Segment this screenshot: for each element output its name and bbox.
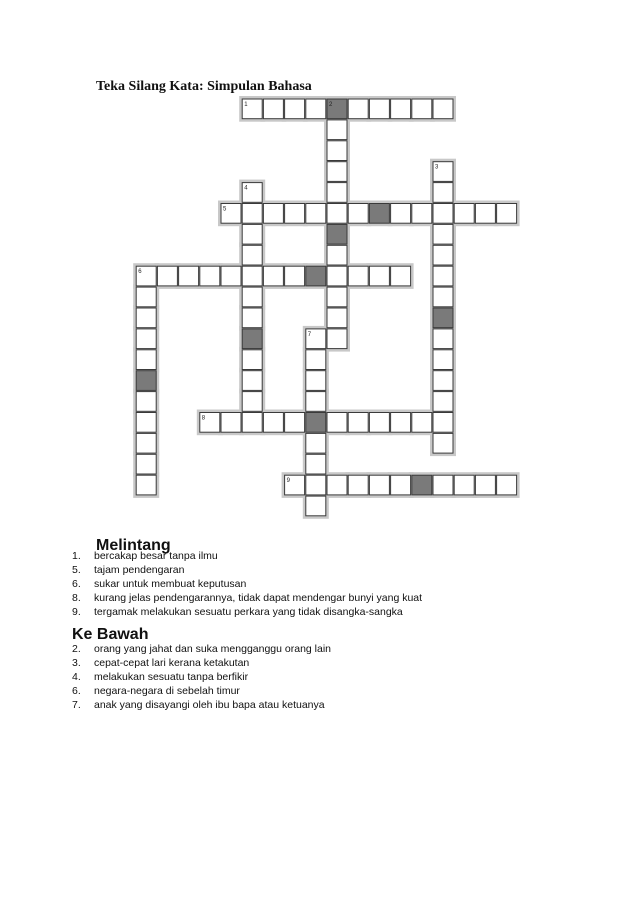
clue-text: negara-negara di sebelah timur bbox=[94, 684, 240, 697]
cell-number: 1 bbox=[244, 102, 248, 108]
clue-number: 8. bbox=[72, 591, 81, 604]
letter-cell[interactable] bbox=[242, 204, 262, 224]
letter-cell[interactable] bbox=[433, 392, 453, 412]
cell-number: 5 bbox=[223, 206, 227, 213]
letter-cell[interactable] bbox=[433, 329, 453, 349]
letter-cell[interactable] bbox=[242, 245, 262, 265]
letter-cell[interactable] bbox=[242, 392, 262, 412]
letter-cell[interactable] bbox=[263, 413, 283, 433]
letter-cell[interactable] bbox=[221, 266, 241, 286]
letter-cell[interactable] bbox=[433, 245, 453, 265]
clue-text: sukar untuk membuat keputusan bbox=[94, 577, 247, 590]
letter-cell[interactable] bbox=[136, 287, 156, 307]
letter-cell[interactable] bbox=[369, 413, 389, 433]
letter-cell[interactable] bbox=[200, 266, 220, 286]
letter-cell[interactable] bbox=[327, 308, 347, 328]
clue-text: kurang jelas pendengarannya, tidak dapat mendengar bunyi yang kuat bbox=[94, 591, 423, 604]
cell-number: 4 bbox=[244, 185, 248, 192]
clue-text: tergamak melakukan sesuatu perkara yang tidak disangka-sangka bbox=[94, 605, 403, 618]
across-heading: Melintang bbox=[96, 537, 171, 554]
letter-cell[interactable] bbox=[306, 496, 326, 516]
letter-cell[interactable] bbox=[433, 433, 453, 453]
cell-number: 3 bbox=[435, 164, 439, 171]
letter-cell[interactable] bbox=[179, 266, 199, 286]
letter-cell[interactable] bbox=[285, 204, 305, 224]
block-cell bbox=[242, 329, 262, 349]
letter-cell[interactable] bbox=[391, 204, 411, 224]
cell-number: 2 bbox=[329, 102, 333, 108]
letter-cell[interactable] bbox=[475, 204, 495, 224]
clue-text: bercakap besar tanpa ilmu bbox=[94, 550, 218, 562]
letter-cell[interactable] bbox=[391, 99, 411, 119]
letter-cell[interactable] bbox=[348, 413, 368, 433]
letter-cell[interactable] bbox=[433, 183, 453, 203]
letter-cell[interactable] bbox=[497, 204, 517, 224]
block-cell bbox=[369, 204, 389, 224]
clue-number: 4. bbox=[72, 670, 81, 683]
letter-cell[interactable] bbox=[136, 454, 156, 474]
letter-cell[interactable] bbox=[263, 204, 283, 224]
letter-cell[interactable] bbox=[327, 329, 347, 349]
cell-number: 6 bbox=[138, 269, 142, 276]
letter-cell[interactable] bbox=[306, 99, 326, 119]
cell-number: 9 bbox=[286, 478, 290, 485]
letter-cell[interactable] bbox=[454, 204, 474, 224]
block-cell bbox=[327, 224, 347, 244]
letter-cell[interactable] bbox=[306, 371, 326, 391]
clue-number: 7. bbox=[72, 698, 81, 711]
letter-cell[interactable] bbox=[391, 413, 411, 433]
letter-cell[interactable] bbox=[242, 308, 262, 328]
clue-number: 5. bbox=[72, 563, 81, 576]
clue-text: melakukan sesuatu tanpa berfikir bbox=[94, 670, 249, 683]
clue-number: 2. bbox=[72, 643, 81, 655]
clue-text: tajam pendengaran bbox=[94, 563, 185, 576]
letter-cell[interactable] bbox=[136, 433, 156, 453]
letter-cell[interactable] bbox=[433, 99, 453, 119]
letter-cell[interactable] bbox=[433, 287, 453, 307]
letter-cell[interactable] bbox=[433, 266, 453, 286]
block-cell bbox=[412, 475, 432, 495]
letter-cell[interactable] bbox=[475, 475, 495, 495]
block-cell bbox=[433, 308, 453, 328]
letter-cell[interactable] bbox=[136, 413, 156, 433]
letter-cell[interactable] bbox=[263, 266, 283, 286]
letter-cell[interactable] bbox=[327, 204, 347, 224]
letter-cell[interactable] bbox=[369, 99, 389, 119]
letter-cell[interactable] bbox=[306, 475, 326, 495]
letter-cell[interactable] bbox=[327, 162, 347, 182]
letter-cell[interactable] bbox=[369, 266, 389, 286]
letter-cell[interactable] bbox=[242, 287, 262, 307]
letter-cell[interactable] bbox=[242, 266, 262, 286]
letter-cell[interactable] bbox=[391, 475, 411, 495]
letter-cell[interactable] bbox=[433, 204, 453, 224]
letter-cell[interactable] bbox=[327, 266, 347, 286]
block-cell bbox=[306, 266, 326, 286]
letter-cell[interactable] bbox=[306, 204, 326, 224]
letter-cell[interactable] bbox=[327, 183, 347, 203]
letter-cell[interactable] bbox=[263, 99, 283, 119]
letter-cell[interactable] bbox=[242, 371, 262, 391]
cell-number: 7 bbox=[307, 331, 312, 338]
puzzle-title: Teka Silang Kata: Simpulan Bahasa bbox=[96, 79, 312, 94]
letter-cell[interactable] bbox=[327, 245, 347, 265]
clue-number: 1. bbox=[72, 550, 81, 562]
letter-cell[interactable] bbox=[433, 371, 453, 391]
letter-cell[interactable] bbox=[136, 329, 156, 349]
letter-cell[interactable] bbox=[327, 120, 347, 140]
letter-cell[interactable] bbox=[348, 204, 368, 224]
letter-cell[interactable] bbox=[454, 475, 474, 495]
letter-cell[interactable] bbox=[412, 413, 432, 433]
letter-cell[interactable] bbox=[306, 392, 326, 412]
letter-cell[interactable] bbox=[221, 413, 241, 433]
letter-cell[interactable] bbox=[242, 350, 262, 370]
cell-number: 8 bbox=[201, 415, 206, 422]
letter-cell[interactable] bbox=[433, 413, 453, 433]
letter-cell[interactable] bbox=[285, 413, 305, 433]
clue-number: 3. bbox=[72, 656, 81, 669]
clue-text: anak yang disayangi oleh ibu bapa atau ketuanya bbox=[94, 698, 325, 711]
letter-cell[interactable] bbox=[306, 454, 326, 474]
letter-cell[interactable] bbox=[412, 204, 432, 224]
letter-cell[interactable] bbox=[327, 287, 347, 307]
letter-cell[interactable] bbox=[157, 266, 177, 286]
letter-cell[interactable] bbox=[391, 266, 411, 286]
clue-text: orang yang jahat dan suka mengganggu orang lain bbox=[94, 643, 332, 655]
letter-cell[interactable] bbox=[433, 350, 453, 370]
letter-cell[interactable] bbox=[327, 141, 347, 161]
letter-cell[interactable] bbox=[306, 433, 326, 453]
letter-cell[interactable] bbox=[348, 266, 368, 286]
letter-cell[interactable] bbox=[285, 99, 305, 119]
clue-number: 6. bbox=[72, 684, 81, 697]
letter-cell[interactable] bbox=[136, 308, 156, 328]
letter-cell[interactable] bbox=[136, 392, 156, 412]
block-cell bbox=[306, 413, 326, 433]
clue-text: cepat-cepat lari kerana ketakutan bbox=[94, 656, 250, 669]
letter-cell[interactable] bbox=[348, 99, 368, 119]
clue-number: 6. bbox=[72, 577, 81, 590]
letter-cell[interactable] bbox=[306, 350, 326, 370]
block-cell bbox=[136, 371, 156, 391]
letter-cell[interactable] bbox=[433, 475, 453, 495]
letter-cell[interactable] bbox=[136, 350, 156, 370]
clue-number: 9. bbox=[72, 605, 81, 618]
letter-cell[interactable] bbox=[412, 99, 432, 119]
letter-cell[interactable] bbox=[242, 413, 262, 433]
letter-cell[interactable] bbox=[433, 224, 453, 244]
letter-cell[interactable] bbox=[136, 475, 156, 495]
letter-cell[interactable] bbox=[348, 475, 368, 495]
letter-cell[interactable] bbox=[327, 413, 347, 433]
letter-cell[interactable] bbox=[242, 224, 262, 244]
letter-cell[interactable] bbox=[285, 266, 305, 286]
letter-cell[interactable] bbox=[369, 475, 389, 495]
down-heading: Ke Bawah bbox=[72, 626, 149, 643]
letter-cell[interactable] bbox=[497, 475, 517, 495]
letter-cell[interactable] bbox=[327, 475, 347, 495]
